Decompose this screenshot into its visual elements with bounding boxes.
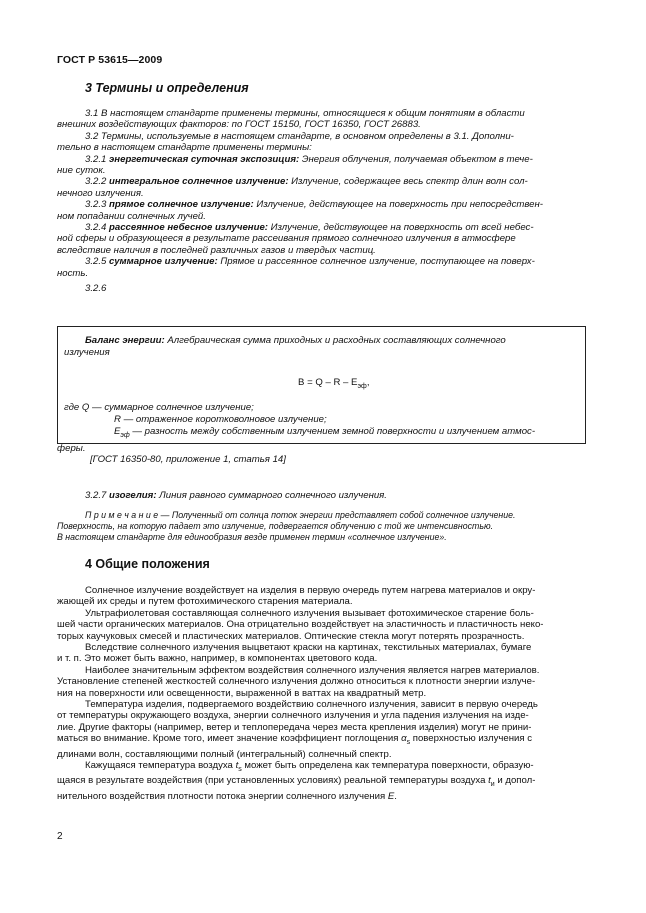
term-322: интегральное солнечное излучение: — [109, 176, 289, 188]
term-321: энергетическая суточная экспозиция: — [109, 153, 300, 165]
page-number: 2 — [57, 831, 63, 842]
section-4-body: Солнечное излучение воздействует на изделия в первую очередь путем нагрева материалов и окру- жающей их среды и путем фотохимического старения материала. Ультрафиолетовая составляющая солнечного излучения вызывает фотохимическое старение боль- шей части органических материалов. Она отрицательно воздействует на эластичность и пластичность неко- торых каучуковых смесей и пластических материалов. Оптические стекла могут потерять прозрачность. Вследствие солнечного излучения выцветают краски на картинах, текстильных материалах, бумаге и т. п. Это может быть важно, например, в компонентах цветового кода. Наиболее значительным эффектом воздействия солнечного излучения является нагрев материалов. Установление степеней жесткостей солнечного излучения должно относиться к плотности энергии излуче- ния на поверхности или освещенности, выраженной в ваттах на квадратный метр. Температура изделия, подвергаемого воздействию солнечного излучения, зависит в первую очередь от температуры окружающего воздуха, энергии солнечного излучения и угла падения излучения на изде- лие. Другие факторы (например, ветер и теплопередача через места крепления изделия) могут не прини- маться во внимание. Кроме того, имеет значение коэффициент поглощения $\alpha_s$ поверхностью излучения с длинами волн, составляющими полный (интегральный) солнечный спектр. Кажущаяся температура воздуха $t_s$ может быть определена как температура поверхности, образую- щаяся в результате воздействия (при установленных условиях) реальной температуры воздуха $t_и$ и допол- нительного воздействия плотности потока энергии солнечного излучения E. — [57, 585, 544, 802]
term-325: суммарное излучение: — [109, 256, 218, 268]
term-3-2-7: 3.2.7 изогелия: Линия равного суммарного солнечного излучения. — [85, 490, 387, 501]
paragraph-3-1: 3.1 В настоящем стандарте применены термины, относящиеся к общим понятиям в области внешних воздействующих факторов: по ГОСТ 15150, ГОСТ 16350, ГОСТ 26883. 3.2 Термины, используемые в настоящем стандарте, в основном определены в 3.1. Дополни- тельно в настоящем стандарте применены термины: 3.2.1 энергетическая суточная экспозиция: Энергия облучения, получаемая объектом в тече- ние суток. 3.2.2 интегральное солнечное излучение: Излучение, содержащее весь спектр длин волн сол- нечного излучения. 3.2.3 прямое солнечное излучение: Излучение, действующее на поверхность при непосредствен- ном попадании солнечных лучей. 3.2.4 рассеянное небесное излучение: Излучение, действующее на поверхность от всей небес- ной сферы и образующееся в результате рассеивания прямого солнечного излучения в атмосфере вследствие наличия в последней различных газов и твердых частиц. 3.2.5 суммарное излучение: Прямое и рассеянное солнечное излучение, поступающее на поверх- ность. 3.2.6 — [57, 108, 543, 295]
section-4-title: 4 Общие положения — [85, 557, 210, 571]
standard-header: ГОСТ Р 53615—2009 — [57, 54, 163, 66]
term-323: прямое солнечное излучение: — [109, 199, 254, 211]
term-energy-balance: Баланс энергии: — [85, 335, 165, 346]
term-324: рассеянное небесное излучение: — [109, 222, 268, 234]
box-continuation: феры. [ГОСТ 16350-80, приложение 1, статья 14] — [57, 443, 286, 466]
energy-balance-definition-box: Баланс энергии: Алгебраическая сумма приходных и расходных составляющих солнечного излучения $B = Q - R - E_{эф}$, где Q — суммарное солнечное излучение; R — отраженное коротковолновое излучение; $E_{эф}$ — разность между собственным излучением земной поверхности и излучением атмос- — [57, 326, 586, 444]
note-block: П р и м е ч а н и е — Полученный от солнца поток энергии представляет собой солнечное излучение. Поверхность, на которую падает это излучение, подвергается облучению с той же интенсивностью. В настоящем стандарте для единообразия везде применен термин «солнечное излучение». — [57, 510, 516, 542]
energy-balance-formula: $B = Q - R - E_{эф}$, — [298, 377, 370, 390]
section-3-title: 3 Термины и определения — [85, 81, 249, 95]
